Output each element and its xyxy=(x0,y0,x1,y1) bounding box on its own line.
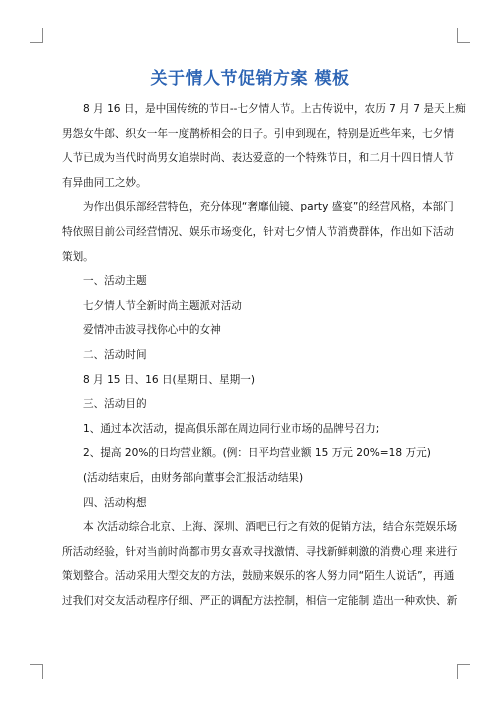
paragraph-line: 8 月 15 日、16 日(星期日、星期一) xyxy=(83,373,255,386)
crop-mark-top-left xyxy=(30,28,43,43)
crop-mark-bottom-left xyxy=(30,664,43,679)
crop-mark-bottom-right xyxy=(457,664,470,679)
paragraph-line: 策划。 xyxy=(62,250,94,263)
paragraph-line: 爱情冲击波寻找你心中的女神 xyxy=(83,324,221,337)
crop-mark-top-right xyxy=(457,28,470,43)
paragraph-line: 人节已成为当代时尚男女追崇时尚、表达爱意的一个特殊节日，和二月十四日情人节 xyxy=(62,152,454,165)
section-heading: 三、活动目的 xyxy=(83,398,147,411)
paragraph-line: (活动结束后，由财务部向董事会汇报活动结果) xyxy=(83,471,304,484)
section-heading: 二、活动时间 xyxy=(83,348,147,361)
section-heading: 四、活动构想 xyxy=(83,496,147,509)
section-heading: 一、活动主题 xyxy=(83,275,147,288)
document-title: 关于情人节促销方案 模板 xyxy=(150,69,350,89)
paragraph-line: 为作出俱乐部经营特色，充分体现“奢靡仙镜、party 盛宴”的经营风格，本部门 xyxy=(83,201,454,214)
paragraph-line: 七夕情人节全新时尚主题派对活动 xyxy=(83,299,242,312)
paragraph-line: 2、提高 20%的日均营业额。(例：日平均营业额 15 万元 20%=18 万元) xyxy=(83,447,431,460)
document-body xyxy=(62,97,466,613)
paragraph-line: 过我们对交友活动程序仔细、严正的调配方法控制，相信一定能制 造出一种欢快、新 xyxy=(62,594,458,607)
paragraph-line: 特依照目前公司经营情况、娱乐市场变化，针对七夕情人节消费群体，作出如下活动 xyxy=(62,225,454,238)
paragraph-line: 男怨女牛郎、织女一年一度鹊桥相会的日子。引申到现在，特别是近些年来，七夕情 xyxy=(62,127,454,140)
paragraph-line: 1、通过本次活动，提高俱乐部在周边同行业市场的品牌号召力; xyxy=(83,422,380,435)
paragraph-line: 本 次活动综合北京、上海、深圳、酒吧已行之有效的促销方法，结合东莞娱乐场 xyxy=(83,521,458,534)
paragraph-line: 策划整合。活动采用大型交友的方法，鼓励来娱乐的客人努力同“陌生人说话”，再通 xyxy=(62,570,455,583)
paragraph-line: 所活动经验，针对当前时尚都市男女喜欢寻找激情、寻找新鲜刺激的消费心理 来进行 xyxy=(62,545,458,558)
paragraph-line: 8 月 16 日，是中国传统的节日--七夕情人节。上古传说中，农历 7 月 7 是天上痴 xyxy=(83,103,466,115)
paragraph-line: 有异曲同工之妙。 xyxy=(62,176,147,189)
